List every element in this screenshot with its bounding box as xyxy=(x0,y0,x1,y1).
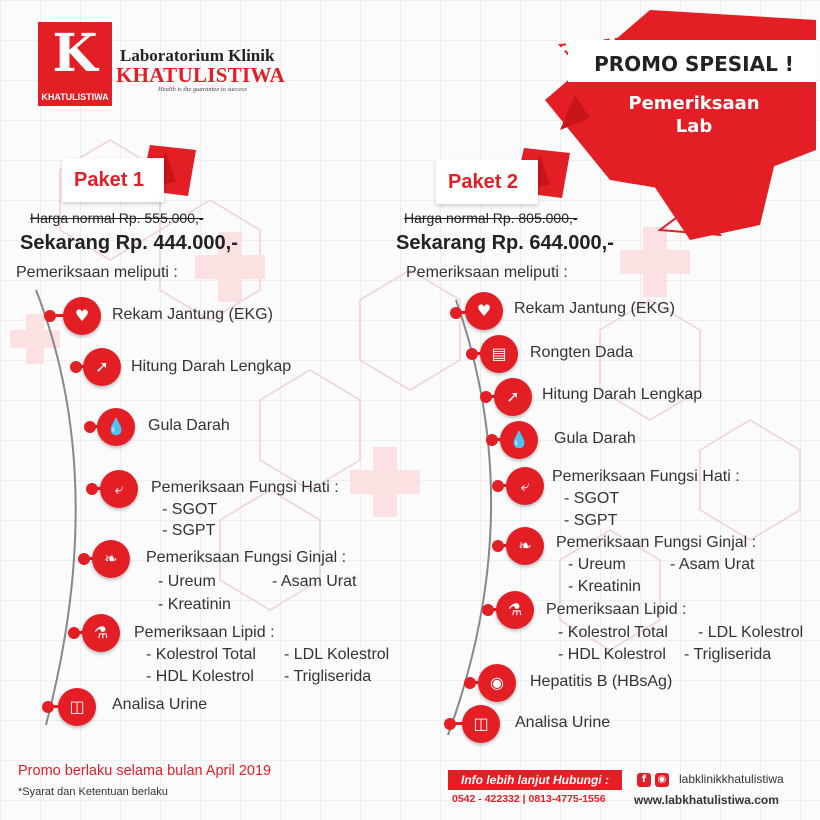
website-link[interactable]: www.labkhatulistiwa.com xyxy=(634,793,779,807)
liver-icon: ◉ xyxy=(478,664,516,702)
promo-period: Promo berlaku selama bulan April 2019 xyxy=(18,763,272,779)
clinic-logo xyxy=(38,22,112,106)
urine-cup-icon: ◫ xyxy=(462,705,500,743)
paket1-item-darah: Hitung Darah Lengkap xyxy=(131,358,292,375)
paket1-ginjal-sub3: - Kreatinin xyxy=(158,596,231,613)
paket2-lipid-sub3: - HDL Kolestrol xyxy=(558,646,666,663)
paket2-ginjal-sub2: - Asam Urat xyxy=(670,556,755,573)
xray-icon: ▤ xyxy=(480,335,518,373)
logo-small-name: KHATULISTIWA xyxy=(41,92,109,102)
paket2-lipid-sub2: - LDL Kolestrol xyxy=(698,624,804,641)
paket2-old-price: Harga normal Rp. 805.000,- xyxy=(404,210,578,226)
paket1-lipid-sub1: - Kolestrol Total xyxy=(146,646,256,663)
paket1-item-urine: Analisa Urine xyxy=(112,696,208,713)
paket1-lipid-sub4: - Trigliserida xyxy=(284,668,372,685)
social-handle[interactable]: labklinikkhatulistiwa xyxy=(679,772,784,786)
logo-line2: KHATULISTIWA xyxy=(116,63,285,87)
paket2-ginjal-sub1: - Ureum xyxy=(568,556,626,573)
paket1-ginjal-sub2: - Asam Urat xyxy=(272,573,357,590)
paket2-lipid-sub4: - Trigliserida xyxy=(684,646,772,663)
paket2-item-lipid: Pemeriksaan Lipid : xyxy=(546,601,687,618)
paket1-item-ekg: Rekam Jantung (EKG) xyxy=(112,306,273,323)
terms-note: *Syarat dan Ketentuan berlaku xyxy=(18,786,168,798)
paket2-item-hati: Pemeriksaan Fungsi Hati : xyxy=(552,468,740,485)
blood-drop-icon: 💧 xyxy=(97,408,135,446)
paket1-tag: Paket 1 xyxy=(62,158,164,202)
urine-cup-icon: ◫ xyxy=(58,688,96,726)
info-label: Info lebih lanjut Hubungi : xyxy=(448,770,622,790)
paket1-item-ginjal: Pemeriksaan Fungsi Ginjal : xyxy=(146,549,347,566)
promo-subtitle-line2: Lab xyxy=(675,116,713,137)
logo-line1: Laboratorium Klinik xyxy=(120,46,275,65)
paket1-item-hati: Pemeriksaan Fungsi Hati : xyxy=(151,479,339,496)
paket2-item-urine: Analisa Urine xyxy=(515,714,611,731)
kidney-icon: ❧ xyxy=(506,527,544,565)
paket1-old-price: Harga normal Rp. 555.000,- xyxy=(30,210,204,226)
paket1-includes-label: Pemeriksaan meliputi : xyxy=(16,264,178,281)
logo-tagline: Health is the guarantee to success xyxy=(158,86,247,93)
logo-mark: K xyxy=(52,23,98,84)
paket2-item-ginjal: Pemeriksaan Fungsi Ginjal : xyxy=(556,534,757,551)
heart-icon: ♥ xyxy=(465,292,503,330)
paket1-lipid-sub2: - LDL Kolestrol xyxy=(284,646,390,663)
instagram-icon[interactable]: ◉ xyxy=(655,773,669,787)
paket1-item-gula: Gula Darah xyxy=(148,417,230,434)
paket2-hati-sub2: - SGPT xyxy=(564,512,618,529)
lipid-icon: ⚗ xyxy=(82,614,120,652)
paket1-ginjal-sub1: - Ureum xyxy=(158,573,216,590)
paket2-hati-sub1: - SGOT xyxy=(564,490,620,507)
heartbeat-icon: ⤶ xyxy=(506,467,544,505)
paket2-tag: Paket 2 xyxy=(436,160,538,204)
paket2-item-rongten: Rongten Dada xyxy=(530,344,634,361)
paket1-item-lipid: Pemeriksaan Lipid : xyxy=(134,624,275,641)
syringe-icon: ➚ xyxy=(494,378,532,416)
paket2-item-hepatitis: Hepatitis B (HBsAg) xyxy=(530,673,673,690)
paket2-includes-label: Pemeriksaan meliputi : xyxy=(406,264,568,281)
paket1-hati-sub1: - SGOT xyxy=(162,501,218,518)
promo-subtitle xyxy=(574,92,814,138)
paket1-new-price: Sekarang Rp. 444.000,- xyxy=(20,232,238,254)
paket2-item-darah: Hitung Darah Lengkap xyxy=(542,386,703,403)
promo-subtitle-line1: Pemeriksaan xyxy=(628,93,760,114)
heart-icon: ♥ xyxy=(63,297,101,335)
lipid-icon: ⚗ xyxy=(496,591,534,629)
kidney-icon: ❧ xyxy=(92,540,130,578)
facebook-icon[interactable]: f xyxy=(637,773,651,787)
paket2-ginjal-sub3: - Kreatinin xyxy=(568,578,641,595)
heartbeat-icon: ⤶ xyxy=(100,470,138,508)
phone-numbers: 0542 - 422332 | 0813-4775-1556 xyxy=(452,793,606,805)
blood-drop-icon: 💧 xyxy=(500,421,538,459)
promo-title: PROMO SPESIAL ! xyxy=(594,52,794,76)
paket2-new-price: Sekarang Rp. 644.000,- xyxy=(396,232,614,254)
paket1-lipid-sub3: - HDL Kolestrol xyxy=(146,668,254,685)
paket2-item-ekg: Rekam Jantung (EKG) xyxy=(514,300,675,317)
paket2-item-gula: Gula Darah xyxy=(554,430,636,447)
paket2-lipid-sub1: - Kolestrol Total xyxy=(558,624,668,641)
paket1-hati-sub2: - SGPT xyxy=(162,522,216,539)
syringe-icon: ➚ xyxy=(83,348,121,386)
